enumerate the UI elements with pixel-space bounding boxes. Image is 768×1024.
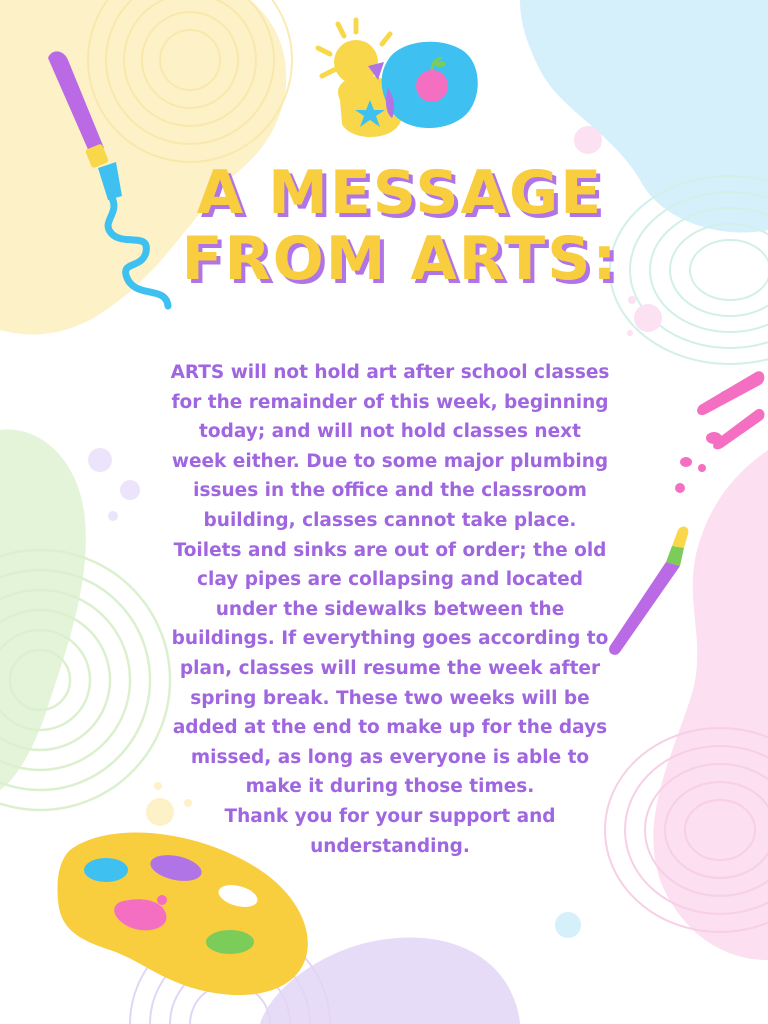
lavender-dot	[120, 480, 140, 500]
lavender-dot	[88, 448, 112, 472]
message-body: ARTS will not hold art after school classes for the remainder of this week, beginning today; and will not hold classes next week either. Due to some major plumbing issues in the office and the classroom building, classes cannot take place. Toilets and sinks are out of order; the old clay pipes are collapsing and located under the sidewalks between the buildings. If everything goes according to plan, classes will resume the week after spring break. These two weeks will be added at the end to make up for the days missed, as long as everyone is able to make it during those times.	[170, 362, 610, 798]
pink-dot	[574, 126, 602, 154]
title-line-2: FROM ARTS:	[181, 224, 619, 294]
paintbrush-icon	[609, 527, 688, 655]
pink-dot	[628, 296, 636, 304]
blue-dot	[555, 912, 581, 938]
message-block	[170, 358, 610, 861]
page-title	[150, 160, 650, 292]
pink-dot	[627, 330, 633, 336]
pink-blob	[653, 450, 768, 960]
yellow-dot	[154, 782, 162, 790]
title-line-1: A MESSAGE	[196, 158, 604, 228]
pink-dot	[634, 304, 662, 332]
closing-text: Thank you for your support and understanding.	[224, 805, 556, 857]
lavender-dot	[108, 511, 118, 521]
